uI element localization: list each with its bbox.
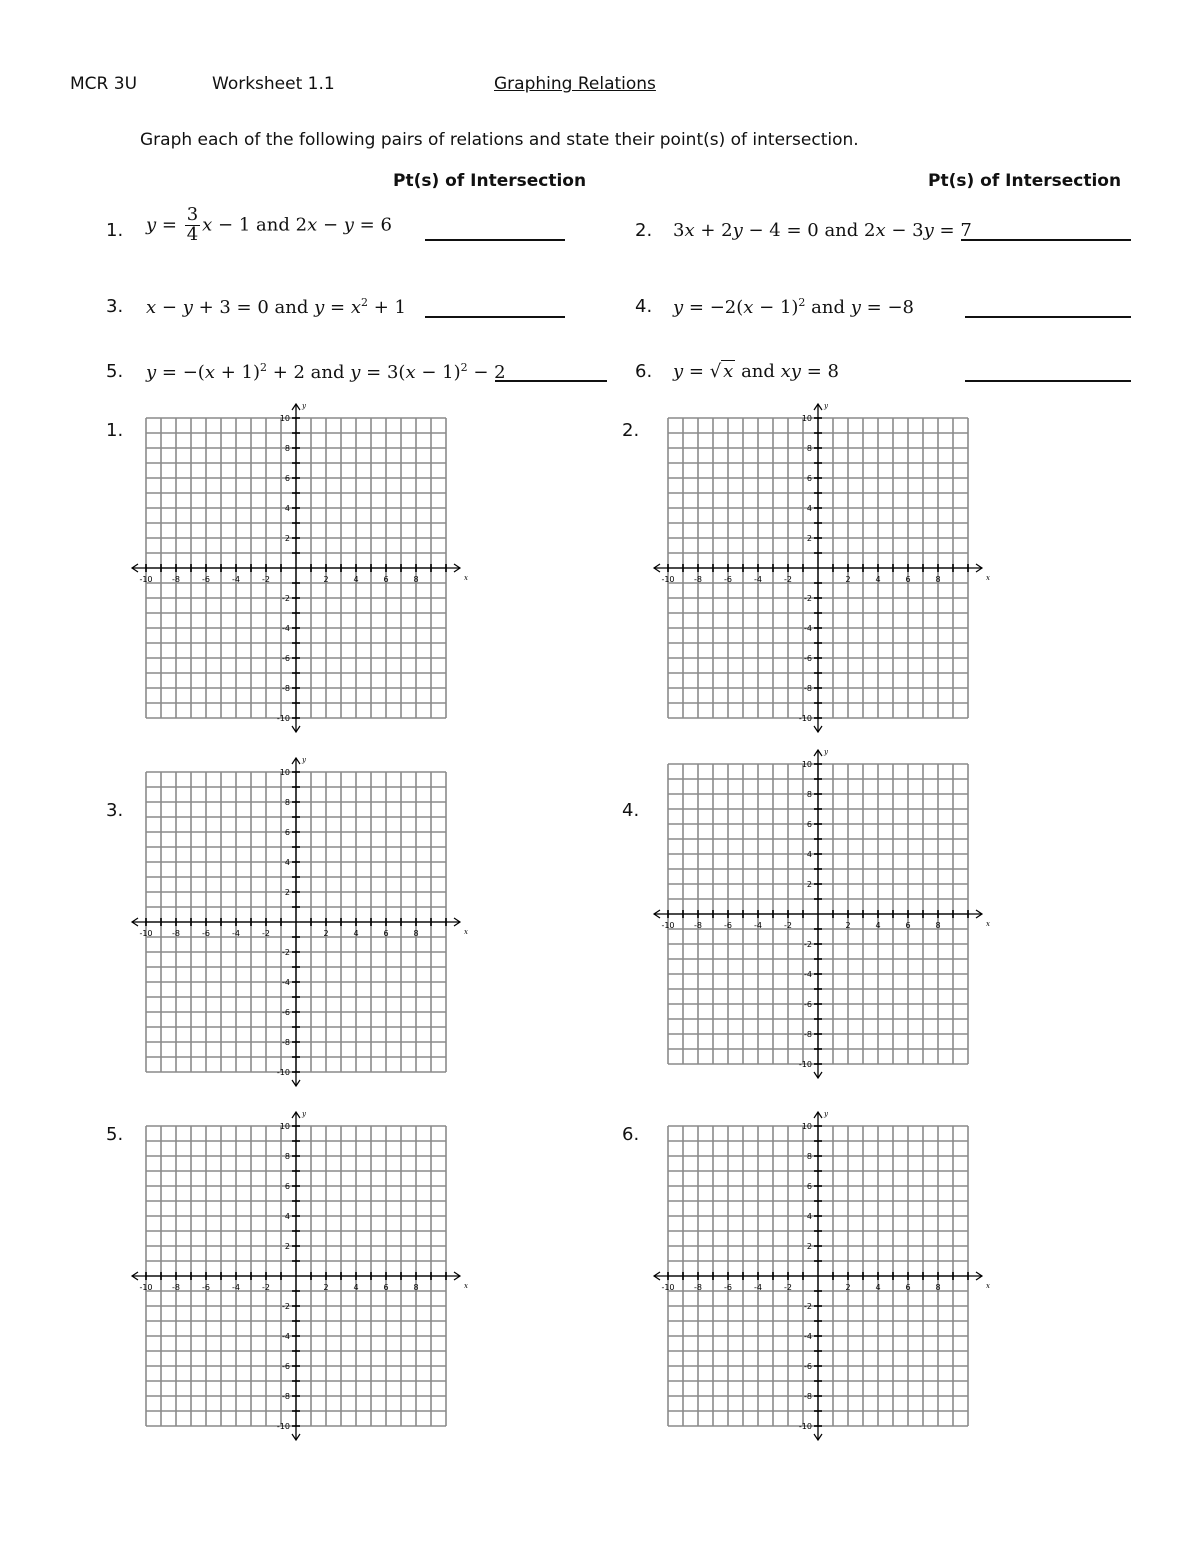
problem-3-equation: x − y + 3 = 0 and $y = x^2 + 1$ bbox=[146, 296, 406, 318]
x-axis-label: x bbox=[986, 1282, 990, 1290]
x-tick-label: -10 bbox=[661, 575, 675, 584]
y-tick-label: 2 bbox=[284, 1242, 290, 1251]
y-tick-label: -8 bbox=[282, 1392, 290, 1401]
y-tick-label: -2 bbox=[282, 594, 290, 603]
problem-number-1: 1. bbox=[106, 220, 124, 241]
y-tick-label: -6 bbox=[282, 654, 290, 663]
y-tick-label: 10 bbox=[801, 760, 812, 769]
answer-blank-3[interactable] bbox=[425, 316, 565, 318]
instructions: Graph each of the following pairs of relations and state their point(s) of intersection. bbox=[140, 130, 859, 150]
graph-label-4: 4. bbox=[622, 800, 640, 821]
y-tick-label: 6 bbox=[806, 474, 812, 483]
problem-5-equation: $y = -(x + 1)^2 + 2$ and $y = 3(x - 1)^2 - 2$ bbox=[146, 361, 506, 383]
x-tick-label: -2 bbox=[784, 921, 792, 930]
x-tick-label: 6 bbox=[383, 1283, 389, 1292]
x-tick-label: 2 bbox=[845, 921, 851, 930]
x-tick-label: -4 bbox=[754, 1283, 762, 1292]
y-tick-label: -10 bbox=[276, 1422, 290, 1431]
x-tick-label: -10 bbox=[139, 575, 153, 584]
y-tick-label: -4 bbox=[282, 1332, 290, 1341]
graph-label-6: 6. bbox=[622, 1124, 640, 1145]
y-tick-label: 4 bbox=[806, 1212, 812, 1221]
worksheet-title: Graphing Relations bbox=[494, 74, 656, 94]
answer-blank-2[interactable] bbox=[961, 239, 1131, 241]
y-tick-label: 8 bbox=[284, 798, 290, 807]
x-tick-label: -4 bbox=[232, 929, 240, 938]
x-tick-label: 8 bbox=[413, 575, 419, 584]
y-tick-label: -10 bbox=[798, 1060, 812, 1069]
y-tick-label: -8 bbox=[282, 1038, 290, 1047]
problem-number-5: 5. bbox=[106, 361, 124, 382]
answer-blank-5[interactable] bbox=[495, 380, 607, 382]
y-tick-label: 10 bbox=[279, 1122, 290, 1131]
column-header-right: Pt(s) of Intersection bbox=[928, 171, 1122, 191]
coordinate-grid-4[interactable] bbox=[642, 738, 994, 1090]
x-tick-label: -8 bbox=[172, 1283, 180, 1292]
x-tick-label: -2 bbox=[262, 575, 270, 584]
x-tick-label: 6 bbox=[905, 921, 911, 930]
y-tick-label: -10 bbox=[798, 1422, 812, 1431]
x-tick-label: -6 bbox=[724, 921, 732, 930]
answer-blank-4[interactable] bbox=[965, 316, 1131, 318]
x-tick-label: 8 bbox=[935, 1283, 941, 1292]
x-tick-label: 8 bbox=[935, 921, 941, 930]
answer-blank-6[interactable] bbox=[965, 380, 1131, 382]
problem-1-equation: y = $\frac{3}{4}$ x − 1 and 2x − y = 6 bbox=[146, 204, 392, 245]
x-tick-label: 6 bbox=[383, 575, 389, 584]
x-tick-label: 8 bbox=[935, 575, 941, 584]
x-axis-label: x bbox=[464, 1282, 468, 1290]
x-tick-label: 2 bbox=[845, 1283, 851, 1292]
x-tick-label: -6 bbox=[202, 575, 210, 584]
y-tick-label: -6 bbox=[804, 1000, 812, 1009]
x-tick-label: -10 bbox=[661, 1283, 675, 1292]
x-tick-label: -6 bbox=[724, 1283, 732, 1292]
x-tick-label: -8 bbox=[694, 1283, 702, 1292]
y-tick-label: -2 bbox=[282, 1302, 290, 1311]
x-tick-label: 4 bbox=[353, 1283, 359, 1292]
y-tick-label: 4 bbox=[284, 858, 290, 867]
problem-4-equation: $y = -2(x - 1)^2$ and y = −8 bbox=[673, 296, 914, 318]
y-tick-label: 8 bbox=[806, 444, 812, 453]
and-word: and bbox=[274, 297, 309, 318]
graph-label-3: 3. bbox=[106, 800, 124, 821]
x-tick-label: 4 bbox=[875, 921, 881, 930]
x-tick-label: 2 bbox=[323, 1283, 329, 1292]
x-tick-label: -10 bbox=[661, 921, 675, 930]
x-tick-label: -6 bbox=[724, 575, 732, 584]
x-tick-label: 4 bbox=[353, 929, 359, 938]
and-word: and bbox=[824, 220, 859, 241]
x-tick-label: -10 bbox=[139, 929, 153, 938]
problem-number-6: 6. bbox=[635, 361, 653, 382]
column-header-left: Pt(s) of Intersection bbox=[393, 171, 587, 191]
x-tick-label: -8 bbox=[694, 575, 702, 584]
answer-blank-1[interactable] bbox=[425, 239, 565, 241]
x-axis-label: x bbox=[986, 574, 990, 582]
x-tick-label: -8 bbox=[172, 929, 180, 938]
y-tick-label: -4 bbox=[804, 970, 812, 979]
y-axis-label: y bbox=[824, 1110, 828, 1118]
x-tick-label: -8 bbox=[694, 921, 702, 930]
x-tick-label: -2 bbox=[784, 1283, 792, 1292]
y-axis-label: y bbox=[824, 402, 828, 410]
x-tick-label: 4 bbox=[875, 575, 881, 584]
coordinate-grid-5[interactable] bbox=[120, 1100, 472, 1452]
y-axis-label: y bbox=[302, 402, 306, 410]
x-axis-label: x bbox=[464, 574, 468, 582]
x-tick-label: 6 bbox=[905, 1283, 911, 1292]
x-tick-label: 6 bbox=[383, 929, 389, 938]
y-tick-label: 2 bbox=[284, 534, 290, 543]
y-tick-label: 2 bbox=[284, 888, 290, 897]
x-tick-label: -6 bbox=[202, 929, 210, 938]
y-tick-label: -4 bbox=[282, 624, 290, 633]
y-tick-label: -8 bbox=[282, 684, 290, 693]
problem-number-4: 4. bbox=[635, 296, 653, 317]
y-tick-label: -2 bbox=[282, 948, 290, 957]
y-tick-label: 2 bbox=[806, 1242, 812, 1251]
worksheet-number: Worksheet 1.1 bbox=[212, 74, 335, 94]
and-word: and bbox=[741, 361, 775, 382]
y-tick-label: -4 bbox=[804, 624, 812, 633]
y-tick-label: 8 bbox=[284, 1152, 290, 1161]
y-tick-label: -6 bbox=[804, 654, 812, 663]
and-word: and bbox=[310, 362, 345, 383]
y-tick-label: 6 bbox=[284, 828, 290, 837]
y-tick-label: 10 bbox=[279, 768, 290, 777]
x-tick-label: 2 bbox=[323, 929, 329, 938]
graph-label-2: 2. bbox=[622, 420, 640, 441]
y-tick-label: 8 bbox=[284, 444, 290, 453]
x-tick-label: 2 bbox=[845, 575, 851, 584]
x-tick-label: -8 bbox=[172, 575, 180, 584]
y-tick-label: -2 bbox=[804, 940, 812, 949]
x-axis-label: x bbox=[464, 928, 468, 936]
problem-6-equation: y = √ x and xy = 8 bbox=[673, 361, 839, 382]
problem-2-equation: 3x + 2y − 4 = 0 and 2x − 3y = 7 bbox=[673, 220, 972, 241]
y-tick-label: 10 bbox=[279, 414, 290, 423]
x-tick-label: -4 bbox=[232, 575, 240, 584]
y-tick-label: 4 bbox=[806, 850, 812, 859]
y-tick-label: -6 bbox=[804, 1362, 812, 1371]
coordinate-grid-3[interactable] bbox=[120, 746, 472, 1098]
y-tick-label: -8 bbox=[804, 1030, 812, 1039]
y-tick-label: 10 bbox=[801, 1122, 812, 1131]
x-tick-label: -6 bbox=[202, 1283, 210, 1292]
y-tick-label: -6 bbox=[282, 1362, 290, 1371]
and-word: and bbox=[811, 297, 846, 318]
x-tick-label: 4 bbox=[875, 1283, 881, 1292]
y-tick-label: -8 bbox=[804, 684, 812, 693]
coordinate-grid-2[interactable] bbox=[642, 392, 994, 744]
x-tick-label: -4 bbox=[232, 1283, 240, 1292]
coordinate-grid-1[interactable] bbox=[120, 392, 472, 744]
y-tick-label: -6 bbox=[282, 1008, 290, 1017]
y-axis-label: y bbox=[302, 756, 306, 764]
y-tick-label: 6 bbox=[806, 1182, 812, 1191]
y-tick-label: 2 bbox=[806, 534, 812, 543]
problem-number-3: 3. bbox=[106, 296, 124, 317]
y-tick-label: 8 bbox=[806, 790, 812, 799]
y-tick-label: 6 bbox=[284, 1182, 290, 1191]
x-tick-label: -2 bbox=[262, 929, 270, 938]
x-tick-label: -4 bbox=[754, 921, 762, 930]
graph-label-5: 5. bbox=[106, 1124, 124, 1145]
graph-label-1: 1. bbox=[106, 420, 124, 441]
y-tick-label: -2 bbox=[804, 594, 812, 603]
y-tick-label: 4 bbox=[806, 504, 812, 513]
problem-number-2: 2. bbox=[635, 220, 653, 241]
y-tick-label: 2 bbox=[806, 880, 812, 889]
y-tick-label: -8 bbox=[804, 1392, 812, 1401]
y-tick-label: 4 bbox=[284, 504, 290, 513]
x-tick-label: -10 bbox=[139, 1283, 153, 1292]
course-code: MCR 3U bbox=[70, 74, 138, 94]
x-tick-label: -2 bbox=[784, 575, 792, 584]
y-tick-label: -10 bbox=[276, 714, 290, 723]
x-tick-label: -4 bbox=[754, 575, 762, 584]
x-axis-label: x bbox=[986, 920, 990, 928]
x-tick-label: -2 bbox=[262, 1283, 270, 1292]
y-tick-label: -4 bbox=[804, 1332, 812, 1341]
y-tick-label: 8 bbox=[806, 1152, 812, 1161]
y-tick-label: 6 bbox=[284, 474, 290, 483]
x-tick-label: 6 bbox=[905, 575, 911, 584]
x-tick-label: 4 bbox=[353, 575, 359, 584]
y-tick-label: 10 bbox=[801, 414, 812, 423]
y-tick-label: -2 bbox=[804, 1302, 812, 1311]
y-axis-label: y bbox=[824, 748, 828, 756]
y-tick-label: -4 bbox=[282, 978, 290, 987]
x-tick-label: 8 bbox=[413, 929, 419, 938]
y-tick-label: -10 bbox=[798, 714, 812, 723]
y-tick-label: 6 bbox=[806, 820, 812, 829]
y-axis-label: y bbox=[302, 1110, 306, 1118]
y-tick-label: -10 bbox=[276, 1068, 290, 1077]
x-tick-label: 8 bbox=[413, 1283, 419, 1292]
y-tick-label: 4 bbox=[284, 1212, 290, 1221]
coordinate-grid-6[interactable] bbox=[642, 1100, 994, 1452]
x-tick-label: 2 bbox=[323, 575, 329, 584]
and-word: and bbox=[256, 214, 290, 236]
